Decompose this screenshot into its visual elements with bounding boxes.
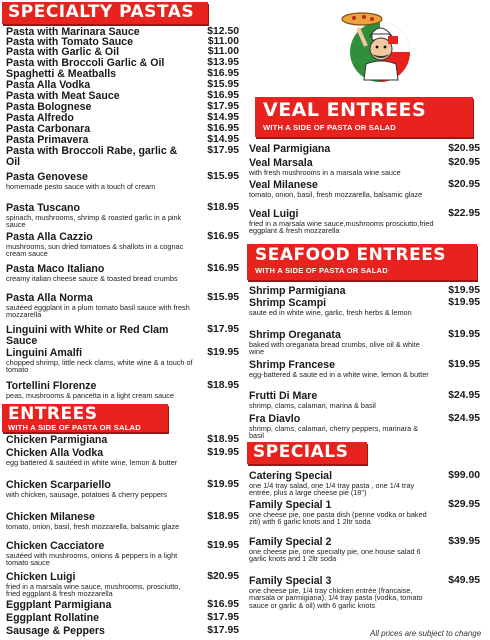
item-name: Veal Parmigiana: [249, 143, 331, 155]
item-price: $20.95: [207, 571, 239, 582]
item-name: Pasta with Garlic & Oil: [6, 46, 120, 58]
veal-menu-item: [249, 209, 480, 235]
item-description: egg-battered & saute ed in a white wine, lemon & butter: [249, 369, 429, 379]
veal-entrees-title: VEAL ENTREES: [263, 99, 427, 121]
item-price: $17.95: [207, 625, 239, 636]
item-price: $19.95: [448, 359, 480, 370]
veal-menu-item: [249, 158, 480, 176]
item-price: $16.95: [207, 68, 239, 79]
seafood-entrees-subtitle: WITH A SIDE OF PASTA OR SALAD: [255, 266, 388, 275]
specialty-menu-item: [6, 102, 239, 113]
item-name: Chicken Scarpariello: [6, 479, 111, 491]
item-name: Catering Special: [249, 470, 333, 482]
item-name: Frutti Di Mare: [249, 390, 318, 402]
item-name: Pasta with Broccoli Garlic & Oil: [6, 57, 165, 69]
item-price: $19.95: [448, 329, 480, 340]
item-description: sautéed with mushrooms, onions & peppers in a light tomato sauce: [6, 550, 178, 568]
item-price: $18.95: [207, 511, 239, 522]
specialty-menu-item: [6, 381, 239, 399]
item-name: Pasta Tuscano: [6, 202, 80, 214]
item-price: $16.95: [207, 263, 239, 274]
specialty-menu-item: [6, 293, 239, 319]
item-price: $49.95: [448, 575, 480, 586]
specialty-menu-item: [6, 264, 239, 282]
item-price: $16.95: [207, 231, 239, 242]
seafood-entrees-banner: [247, 244, 477, 280]
seafood-menu-item: [249, 414, 480, 440]
item-description: fried in a marsala wine sauce,mushrooms prosciutto,fried eggplant & fresh mozzarella: [249, 218, 434, 236]
specialty-menu-item: [6, 113, 239, 124]
seafood-menu-item: [249, 391, 480, 409]
specialty-menu-item: [6, 325, 239, 346]
item-price: $17.95: [207, 612, 239, 623]
item-price: $13.95: [207, 57, 239, 68]
item-name: Chicken Luigi: [6, 571, 76, 583]
item-name: Shrimp Francese: [249, 359, 335, 371]
specialty-menu-item: [6, 47, 239, 58]
item-price: $22.95: [448, 208, 480, 219]
item-name: Pasta Carbonara: [6, 123, 91, 135]
item-name: Pasta with Marinara Sauce: [6, 26, 140, 38]
item-price: $14.95: [207, 112, 239, 123]
seafood-entrees-title: SEAFOOD ENTREES: [255, 245, 447, 265]
seafood-menu-item: [249, 360, 480, 378]
specials-menu-item: [249, 576, 480, 610]
entrees-menu-item: [6, 435, 239, 446]
item-description: one cheese pie, 1/4 tray chicken entrée (francaise, marsala or parmigiana), 1/4 tray pasta (vodka, tomato sauce or garlic & oil) with 6 garlic knots: [249, 585, 423, 610]
seafood-menu-item: [249, 298, 480, 316]
item-name: Chicken Milanese: [6, 511, 95, 523]
entrees-menu-item: [6, 572, 239, 598]
specialty-menu-item: [6, 146, 239, 167]
item-name: Pasta Alla Cazzio: [6, 231, 93, 243]
item-name: Chicken Alla Vodka: [6, 447, 104, 459]
item-name: Veal Luigi: [249, 208, 299, 220]
item-name: Linguini Amalfi: [6, 347, 83, 359]
item-name: Pasta with Meat Sauce: [6, 90, 120, 102]
item-name: Tortellini Florenze: [6, 380, 97, 392]
item-price: $29.95: [448, 499, 480, 510]
item-description: tomato, onion, basil, fresh mozzarella, balsamic glaze: [6, 521, 180, 531]
entrees-menu-item: [6, 626, 239, 637]
item-price: $39.95: [448, 536, 480, 547]
item-name: Chicken Cacciatore: [6, 540, 105, 552]
specials-menu-item: [249, 500, 480, 526]
item-description: tomato, onion, basil, fresh mozzarella, balsamic glaze: [249, 189, 423, 199]
item-description: with fresh mushrooms in a marsala wine sauce: [249, 167, 401, 177]
item-description: mushrooms, sun dried tomatoes & shallots in a cognac cream sauce: [6, 241, 184, 259]
specials-title: SPECIALS: [253, 442, 349, 462]
item-price: $16.95: [207, 90, 239, 101]
entrees-menu-item: [6, 512, 239, 530]
item-description: shrimp, clams, calamari, marina & basil: [249, 400, 376, 410]
item-price: $24.95: [448, 413, 480, 424]
item-price: $15.95: [207, 79, 239, 90]
specialty-menu-item: [6, 348, 239, 374]
pizza-chef-logo: [340, 6, 412, 86]
item-name: Pasta Alla Vodka: [6, 79, 91, 91]
item-name: Chicken Parmigiana: [6, 434, 108, 446]
specialty-menu-item: [6, 69, 239, 80]
specialty-menu-item: [6, 232, 239, 258]
item-price: $15.95: [207, 292, 239, 303]
item-description: with chicken, sausage, potatoes & cherry peppers: [6, 489, 168, 499]
specialty-menu-item: [6, 135, 239, 146]
item-price: $16.95: [207, 123, 239, 134]
specialty-menu-item: [6, 124, 239, 135]
item-price: $19.95: [207, 347, 239, 358]
item-price: $11.00: [207, 46, 239, 57]
item-price: $19.95: [207, 447, 239, 458]
item-price: $20.95: [448, 157, 480, 168]
seafood-menu-item: [249, 286, 480, 297]
item-name: Pasta Bolognese: [6, 101, 92, 113]
item-name: Pasta Primavera: [6, 134, 89, 146]
entrees-subtitle: WITH A SIDE OF PASTA OR SALAD: [8, 423, 141, 432]
seafood-menu-item: [249, 330, 480, 356]
item-price: $15.95: [207, 171, 239, 182]
item-price: $18.95: [207, 380, 239, 391]
entrees-title: ENTREES: [8, 404, 98, 424]
specialty-pastas-banner: [2, 2, 208, 24]
item-name: Linguini with White or Red Clam Sauce: [6, 324, 169, 347]
item-price: $19.95: [207, 479, 239, 490]
entrees-menu-item: [6, 448, 239, 466]
item-name: Spaghetti & Meatballs: [6, 68, 117, 80]
veal-entrees-banner: [255, 97, 473, 137]
item-price: $20.95: [448, 179, 480, 190]
item-name: Pasta Alla Norma: [6, 292, 93, 304]
item-description: fried in a marsala wine sauce, mushrooms, prosciutto, fried eggplant & fresh mozzarella: [6, 581, 181, 599]
specials-menu-item: [249, 471, 480, 497]
item-description: one cheese pie, one specialty pie, one house salad 6 garlic knots and 1 2ltr soda: [249, 546, 421, 564]
item-price: $18.95: [207, 434, 239, 445]
item-name: Eggplant Parmigiana: [6, 599, 112, 611]
item-description: sautéed eggplant in a plum tomato basil sauce with fresh mozzarella: [6, 302, 190, 320]
item-name: Family Special 3: [249, 575, 332, 587]
item-name: Family Special 1: [249, 499, 332, 511]
item-price: $20.95: [448, 143, 480, 154]
item-price: $14.95: [207, 134, 239, 145]
specials-banner: [247, 442, 367, 464]
veal-menu-item: [249, 180, 480, 198]
item-price: $12.50: [207, 26, 239, 37]
item-description: saute ed in white wine, garlic, fresh herbs & lemon: [249, 307, 412, 317]
item-price: $19.95: [448, 285, 480, 296]
specialty-menu-item: [6, 91, 239, 102]
item-name: Pasta with Tomato Sauce: [6, 36, 133, 48]
specialty-menu-item: [6, 58, 239, 69]
pizza-chef-icon: [340, 6, 412, 86]
entrees-menu-item: [6, 600, 239, 611]
item-description: spinach, mushrooms, shrimp & roasted garlic in a pink sauce: [6, 212, 182, 230]
item-name: Eggplant Rollatine: [6, 612, 99, 624]
specialty-menu-item: [6, 172, 239, 190]
item-name: Shrimp Oreganata: [249, 329, 341, 341]
item-price: $24.95: [448, 390, 480, 401]
entrees-banner: [2, 404, 168, 432]
specialty-menu-item: [6, 203, 239, 229]
item-price: $99.00: [448, 470, 480, 481]
item-price: $17.95: [207, 324, 239, 335]
item-description: one cheese pie, one pasta dish (penne vodka or baked ziti) with 6 garlic knots and 1 2ltr soda: [249, 509, 427, 527]
item-price: $17.95: [207, 145, 239, 156]
item-name: Pasta Maco Italiano: [6, 263, 105, 275]
price-change-note: All prices are subject to change: [370, 629, 482, 638]
item-name: Pasta with Broccoli Rabe, garlic & Oil: [6, 145, 178, 168]
item-name: Sausage & Peppers: [6, 625, 105, 637]
item-description: shrimp, clams, calamari, cherry peppers, marinara & basil: [249, 423, 419, 441]
item-name: Veal Milanese: [249, 179, 318, 191]
item-description: chopped shrimp, little neck clams, white wine & a touch of tomato: [6, 357, 193, 375]
item-name: Pasta Alfredo: [6, 112, 74, 124]
item-description: homemade pesto sauce with a touch of cream: [6, 181, 156, 191]
item-price: $19.95: [448, 297, 480, 308]
item-price: $18.95: [207, 202, 239, 213]
veal-entrees-subtitle: WITH A SIDE OF PASTA OR SALAD: [263, 123, 396, 132]
item-description: creamy italian cheese sauce & toasted bread crumbs: [6, 273, 178, 283]
entrees-menu-item: [6, 480, 239, 498]
item-name: Pasta Genovese: [6, 171, 88, 183]
item-name: Veal Marsala: [249, 157, 313, 169]
specialty-menu-item: [6, 80, 239, 91]
item-name: Fra Diavlo: [249, 413, 301, 425]
item-name: Family Special 2: [249, 536, 332, 548]
item-price: $11.00: [207, 36, 239, 47]
specials-menu-item: [249, 537, 480, 563]
item-price: $19.95: [207, 540, 239, 551]
item-description: one 1/4 tray salad, one 1/4 tray pasta , one 1/4 tray entrée, plus a large cheese pie (18"): [249, 480, 415, 498]
item-price: $16.95: [207, 599, 239, 610]
item-price: $17.95: [207, 101, 239, 112]
item-description: egg battered & sautéed in white wine, lemon & butter: [6, 457, 178, 467]
item-name: Shrimp Parmigiana: [249, 285, 346, 297]
item-description: peas, mushrooms & pancetta in a light cream sauce: [6, 390, 174, 400]
entrees-menu-item: [6, 613, 239, 624]
entrees-menu-item: [6, 541, 239, 567]
item-name: Shrimp Scampi: [249, 297, 327, 309]
specialty-pastas-title: SPECIALTY PASTAS: [8, 2, 195, 22]
item-description: baked with oreganata bread crumbs, olive oil & white wine: [249, 339, 420, 357]
veal-menu-item: [249, 144, 480, 155]
